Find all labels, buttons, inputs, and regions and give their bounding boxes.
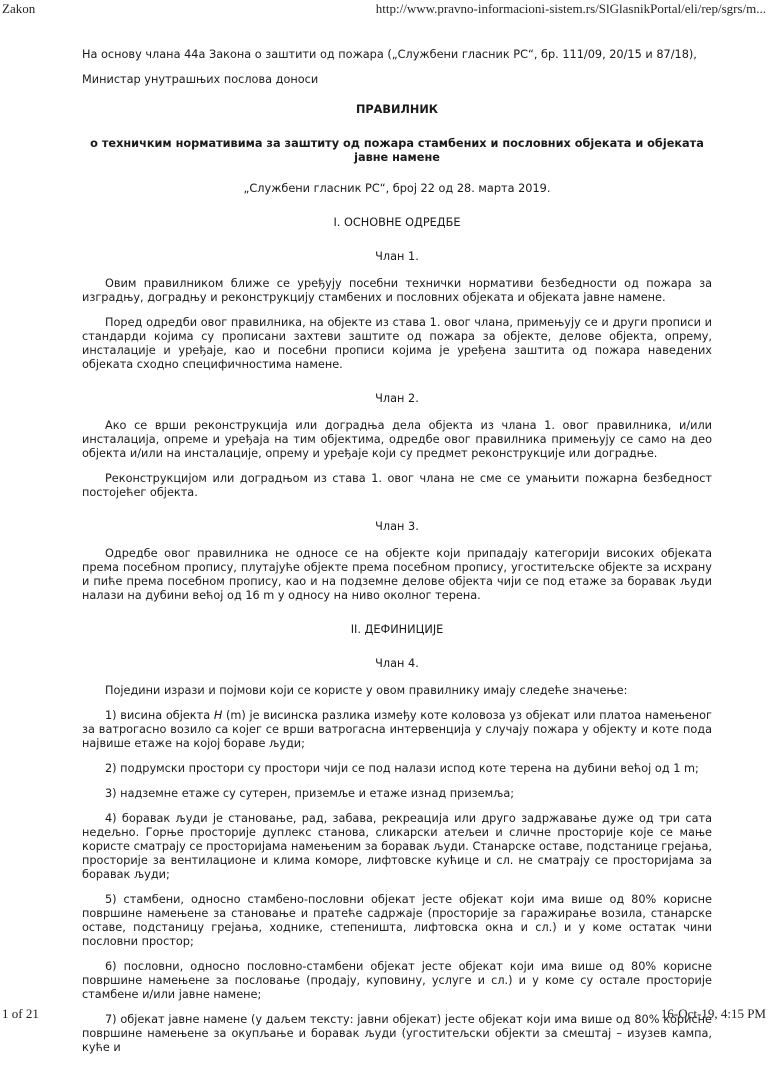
definition-item-3: 3) надземне етаже су сутерен, приземље и етаже изнад приземља; [105,787,515,800]
definition-item-2: 2) подрумски простори су простори чији се под налази испод коте терена на дубини већој од 1 m; [105,762,699,775]
height-variable: H [213,709,223,722]
article-1-heading: Члан 1. [375,250,419,263]
article-4-intro: Поједини изрази и појмови који се користе у овом правилнику имају следеће значење: [105,684,628,697]
article-2-paragraph-1: Ако се врши реконструкција или доградња дела објекта из члана 1. овог правилника, и/или инсталација, опреме и уређаја на тим објектима, одредбе овог правилника примењују се само на део објекта и/или на инсталације, опрему и уређаје који су предмет реконструкције или доградње. [82,419,712,460]
document-title: ПРАВИЛНИК [355,103,439,116]
definition-item-5: 5) стамбени, односно стамбено-пословни објекат јесте објекат који има више од 80% корисне површине намењене за становање и пратеће садржаје (просторије за гаражирање возила, станарске оставе, подстаницу грејања, ходнике, степеништа, лифтовска окна и сл.) и у коме остатак чини пословни простор; [82,893,712,948]
article-1-paragraph-2: Поред одредби овог правилника, на објекте из става 1. овог члана, примењују се и други прописи и стандарди којима су прописани захтеви заштите од пожара за објекте, делове објекта, опрему, инсталације и уређаје, као и посебни прописи којима је уређена заштита од пожара наведених објеката сходно специфичностима намене. [82,316,712,371]
definition-item-1 [82,709,712,751]
preamble: На основу члана 44а Закона о заштити од пожара („Службени гласник РС“, бр. 111/09, 20/15 и 87/18), [82,48,697,61]
section-heading-basic-provisions: I. ОСНОВНЕ ОДРЕДБЕ [333,216,461,229]
document-body [82,48,712,1066]
article-2-heading: Члан 2. [375,392,419,405]
article-3-heading: Члан 3. [375,520,419,533]
article-1-paragraph-1: Овим правилником ближе се уређују посебни технички нормативи безбедности од пожара за изградњу, доградњу и реконструкцију стамбених и пословних објеката и објеката јавне намене. [82,277,712,304]
print-header [0,0,768,18]
issuer: Министар унутрашњих послова доноси [82,73,319,86]
print-header-url[interactable]: http://www.pravno-informacioni-sistem.rs/SlGlasnikPortal/eli/rep/sgrs/m... [375,1,766,16]
definition-item-4: 4) боравак људи је становање, рад, забава, рекреација или друго задржавање дуже од три сата недељно. Горње просторије дуплекс станова, сликарски атељеи и сличне просторије које се мање користе сматрају се просторијама намењеним за боравак људи. Станарске оставе, подстанице грејања, просторије за вентилационе и клима коморе, лифтовске кућице и сл. не сматрају се просторијама за боравак људи; [82,812,712,881]
gazette-reference: „Службени гласник РС“, број 22 од 28. марта 2019. [243,182,551,195]
article-4-heading: Члан 4. [375,657,419,670]
page-counter: 1 of 21 [2,1006,39,1021]
definition-item-6: 6) пословни, односно пословно-стамбени објекат јесте објекат који има више од 80% корисне површине намењене за пословање (продају, куповину, услуге и сл.) и у коме су остале просторије стамбене и/или јавне намене; [82,960,712,1001]
article-2-paragraph-2: Реконструкцијом или доградњом из става 1. овог члана не сме се умањити пожарна безбедност постојећег објекта. [82,472,712,499]
print-header-title: Zakon [2,1,36,16]
definition-item-7: 7) објекат јавне намене (у даљем тексту: јавни објекат) јесте објекат који има више од 80% корисне површине намењене за окупљање и боравак људи (угоститељски објекти за смештај – изузев кампа, куће и [82,1013,712,1054]
section-heading-definitions: II. ДЕФИНИЦИЈЕ [350,623,444,636]
definition-item-1-start: 1) висина објекта [105,709,214,722]
print-footer [0,1006,768,1024]
definition-item-1-rest: (m) је висинска разлика између коте коловоза уз објекат или платоа намењеног за ватрогасно возило са којег се врши ватрогасна интервенција у случају пожара у објекту и коте пода највише етаже на којој бораве људи; [82,709,712,750]
print-date: 16-Oct-19, 4:15 PM [660,1006,766,1021]
article-3-paragraph-1: Одредбе овог правилника не односе се на објекте који припадају категорији високих објеката према посебном пропису, плутајуће објекте према посебном пропису, угоститељске објекте за исхрану и пиће према посебном пропису, као и на подземне делове објекта чији се под етаже за боравак људи налази на дубини већој од 16 m у односу на ниво околног терена. [82,547,712,602]
document-subtitle: о техничким нормативима за заштиту од пожара стамбених и пословних објеката и објеката јавне намене [90,137,704,164]
